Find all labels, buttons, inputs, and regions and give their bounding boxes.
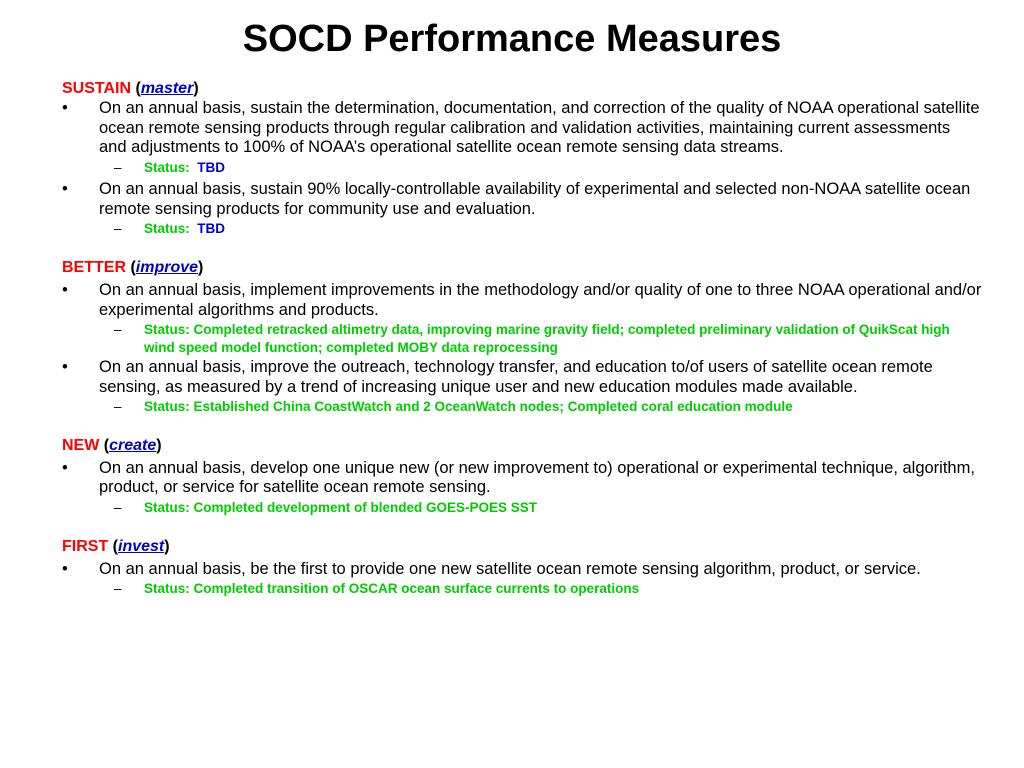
bullet-item (62, 180, 982, 219)
status-value: TBD (197, 221, 226, 237)
bullet-glyph: • (62, 559, 68, 578)
bullet-text: On an annual basis, develop one unique new (or new improvement to) operational or experimental technique, algorithm, product, or service for satellite ocean remote sensing. (99, 458, 975, 497)
status-label: Status: (144, 221, 190, 237)
dash-glyph: – (114, 159, 122, 175)
section-verb: improve (135, 258, 199, 276)
section-verb: create (109, 436, 157, 454)
status-text: Status: Established China CoastWatch and 2 OceanWatch nodes; Completed coral education module (144, 399, 793, 415)
status-value: TBD (197, 159, 226, 175)
section-heading: FIRST (invest) (62, 537, 170, 555)
section-verb: invest (118, 537, 165, 555)
section-new (62, 436, 982, 517)
dash-glyph: – (114, 399, 122, 415)
bullet-text: On an annual basis, sustain 90% locally-controllable availability of experimental and selected non-NOAA satellite ocean remote sensing products for community use and evaluation. (99, 180, 971, 218)
bullet-item (62, 459, 982, 498)
section-verb: master (140, 80, 194, 97)
dash-glyph: – (114, 581, 122, 597)
status-text: Status: Completed retracked altimetry data, improving marine gravity field; completed preliminary validation of QuikScat high wind speed model function; completed MOBY data reprocessing (144, 322, 950, 355)
status-line (62, 321, 982, 356)
bullet-item (62, 560, 982, 580)
status-line (62, 159, 982, 177)
section-sustain (62, 79, 982, 238)
section-keyword: NEW (62, 436, 100, 454)
status-line (62, 220, 982, 238)
bullet-glyph: • (62, 280, 68, 299)
bullet-item (62, 99, 982, 158)
dash-glyph: – (114, 322, 122, 338)
section-heading: NEW (create) (62, 436, 162, 454)
section-keyword: SUSTAIN (62, 80, 132, 97)
bullet-text: On an annual basis, sustain the determination, documentation, and correction of the quality of NOAA operational satellite ocean remote sensing products through regular calibration and validation activities, maintaining current assessments and adjustments to 100% of NOAA’s operational satellite ocean remote sensing data streams. (99, 99, 980, 157)
bullet-glyph: • (62, 358, 68, 377)
bullet-glyph: • (62, 99, 68, 117)
bullet-item (62, 281, 982, 320)
bullet-item (62, 358, 982, 397)
dash-glyph: – (114, 221, 122, 237)
status-line (62, 499, 982, 517)
bullet-text: On an annual basis, improve the outreach, technology transfer, and education to/of users of satellite ocean remote sensing, as measured by a trend of increasing unique user and new education modules made available. (99, 358, 933, 396)
section-heading: BETTER (improve) (62, 258, 204, 276)
section-heading: SUSTAIN (master) (62, 80, 199, 97)
status-text: Status: Completed development of blended GOES-POES SST (144, 500, 538, 516)
bullet-text: On an annual basis, be the first to provide one new satellite ocean remote sensing algorithm, product, or service. (99, 559, 921, 578)
status-line (62, 398, 982, 416)
status-label: Status: (144, 159, 190, 175)
bullet-text: On an annual basis, implement improvements in the methodology and/or quality of one to three NOAA operational and/or experimental algorithms and products. (99, 280, 982, 319)
dash-glyph: – (114, 500, 122, 516)
section-first (62, 537, 982, 598)
page-title: SOCD Performance Measures (242, 18, 782, 60)
slide-content (62, 79, 982, 600)
bullet-glyph: • (62, 180, 68, 199)
status-text: Status: Completed transition of OSCAR ocean surface currents to operations (144, 581, 640, 597)
status-line (62, 580, 982, 598)
section-better (62, 258, 982, 416)
section-keyword: BETTER (62, 258, 126, 276)
bullet-glyph: • (62, 458, 68, 477)
section-keyword: FIRST (62, 537, 109, 555)
